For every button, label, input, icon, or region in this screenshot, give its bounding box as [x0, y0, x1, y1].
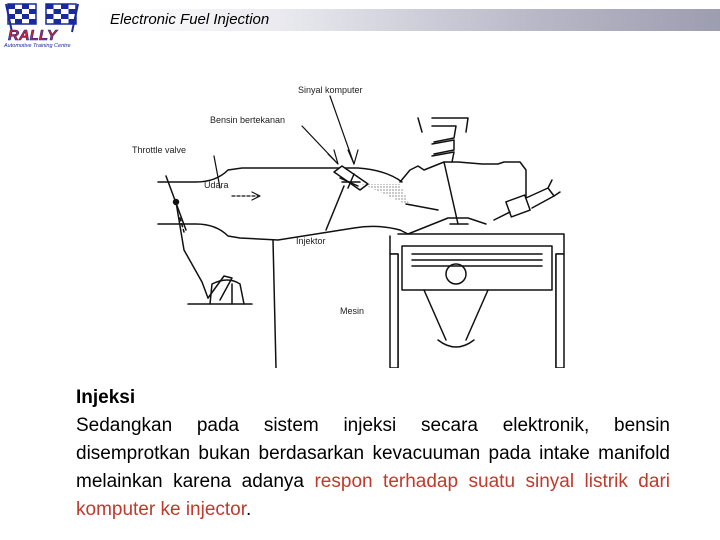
- cylinder-head: [400, 162, 526, 234]
- accelerator-pedal: [188, 276, 252, 304]
- efi-diagram: [128, 78, 568, 368]
- cylinder-block: [390, 234, 564, 368]
- label-udara: Udara: [204, 180, 229, 190]
- body-text: [76, 384, 670, 524]
- label-sinyal-komputer: Sinyal komputer: [298, 85, 363, 95]
- slide-title: Electronic Fuel Injection: [110, 11, 270, 28]
- label-mesin: Mesin: [340, 306, 365, 316]
- body-text-plain: Sedangkan pada sistem injeksi secara elektronik, bensin disemprotkan bukan berdasarkan kevacuuman pada intake manifold melainkan karena adanya: [76, 415, 670, 492]
- body-heading: Injeksi: [76, 387, 136, 408]
- logo-sub-text: Automotive Training Centre: [4, 43, 71, 48]
- label-bensin-bertekanan: Bensin bertekanan: [210, 115, 286, 125]
- fuel-spray: [362, 184, 410, 206]
- body-text-highlight: respon terhadap suatu sinyal listrik dari komputer ke injector: [76, 471, 670, 520]
- slide-header: [0, 0, 720, 48]
- body-text-end: .: [246, 499, 252, 520]
- rally-logo: [2, 2, 90, 48]
- label-throttle-valve: Throttle valve: [132, 145, 187, 155]
- spark-plug: [494, 180, 560, 220]
- body-paragraph: [76, 412, 670, 524]
- injector: [326, 166, 368, 230]
- throttle-valve: [166, 176, 208, 298]
- leader-lines: [214, 96, 358, 200]
- title-bar: [96, 9, 720, 31]
- label-injektor: Injektor: [296, 236, 326, 246]
- logo-main-text: RALLY: [8, 27, 57, 44]
